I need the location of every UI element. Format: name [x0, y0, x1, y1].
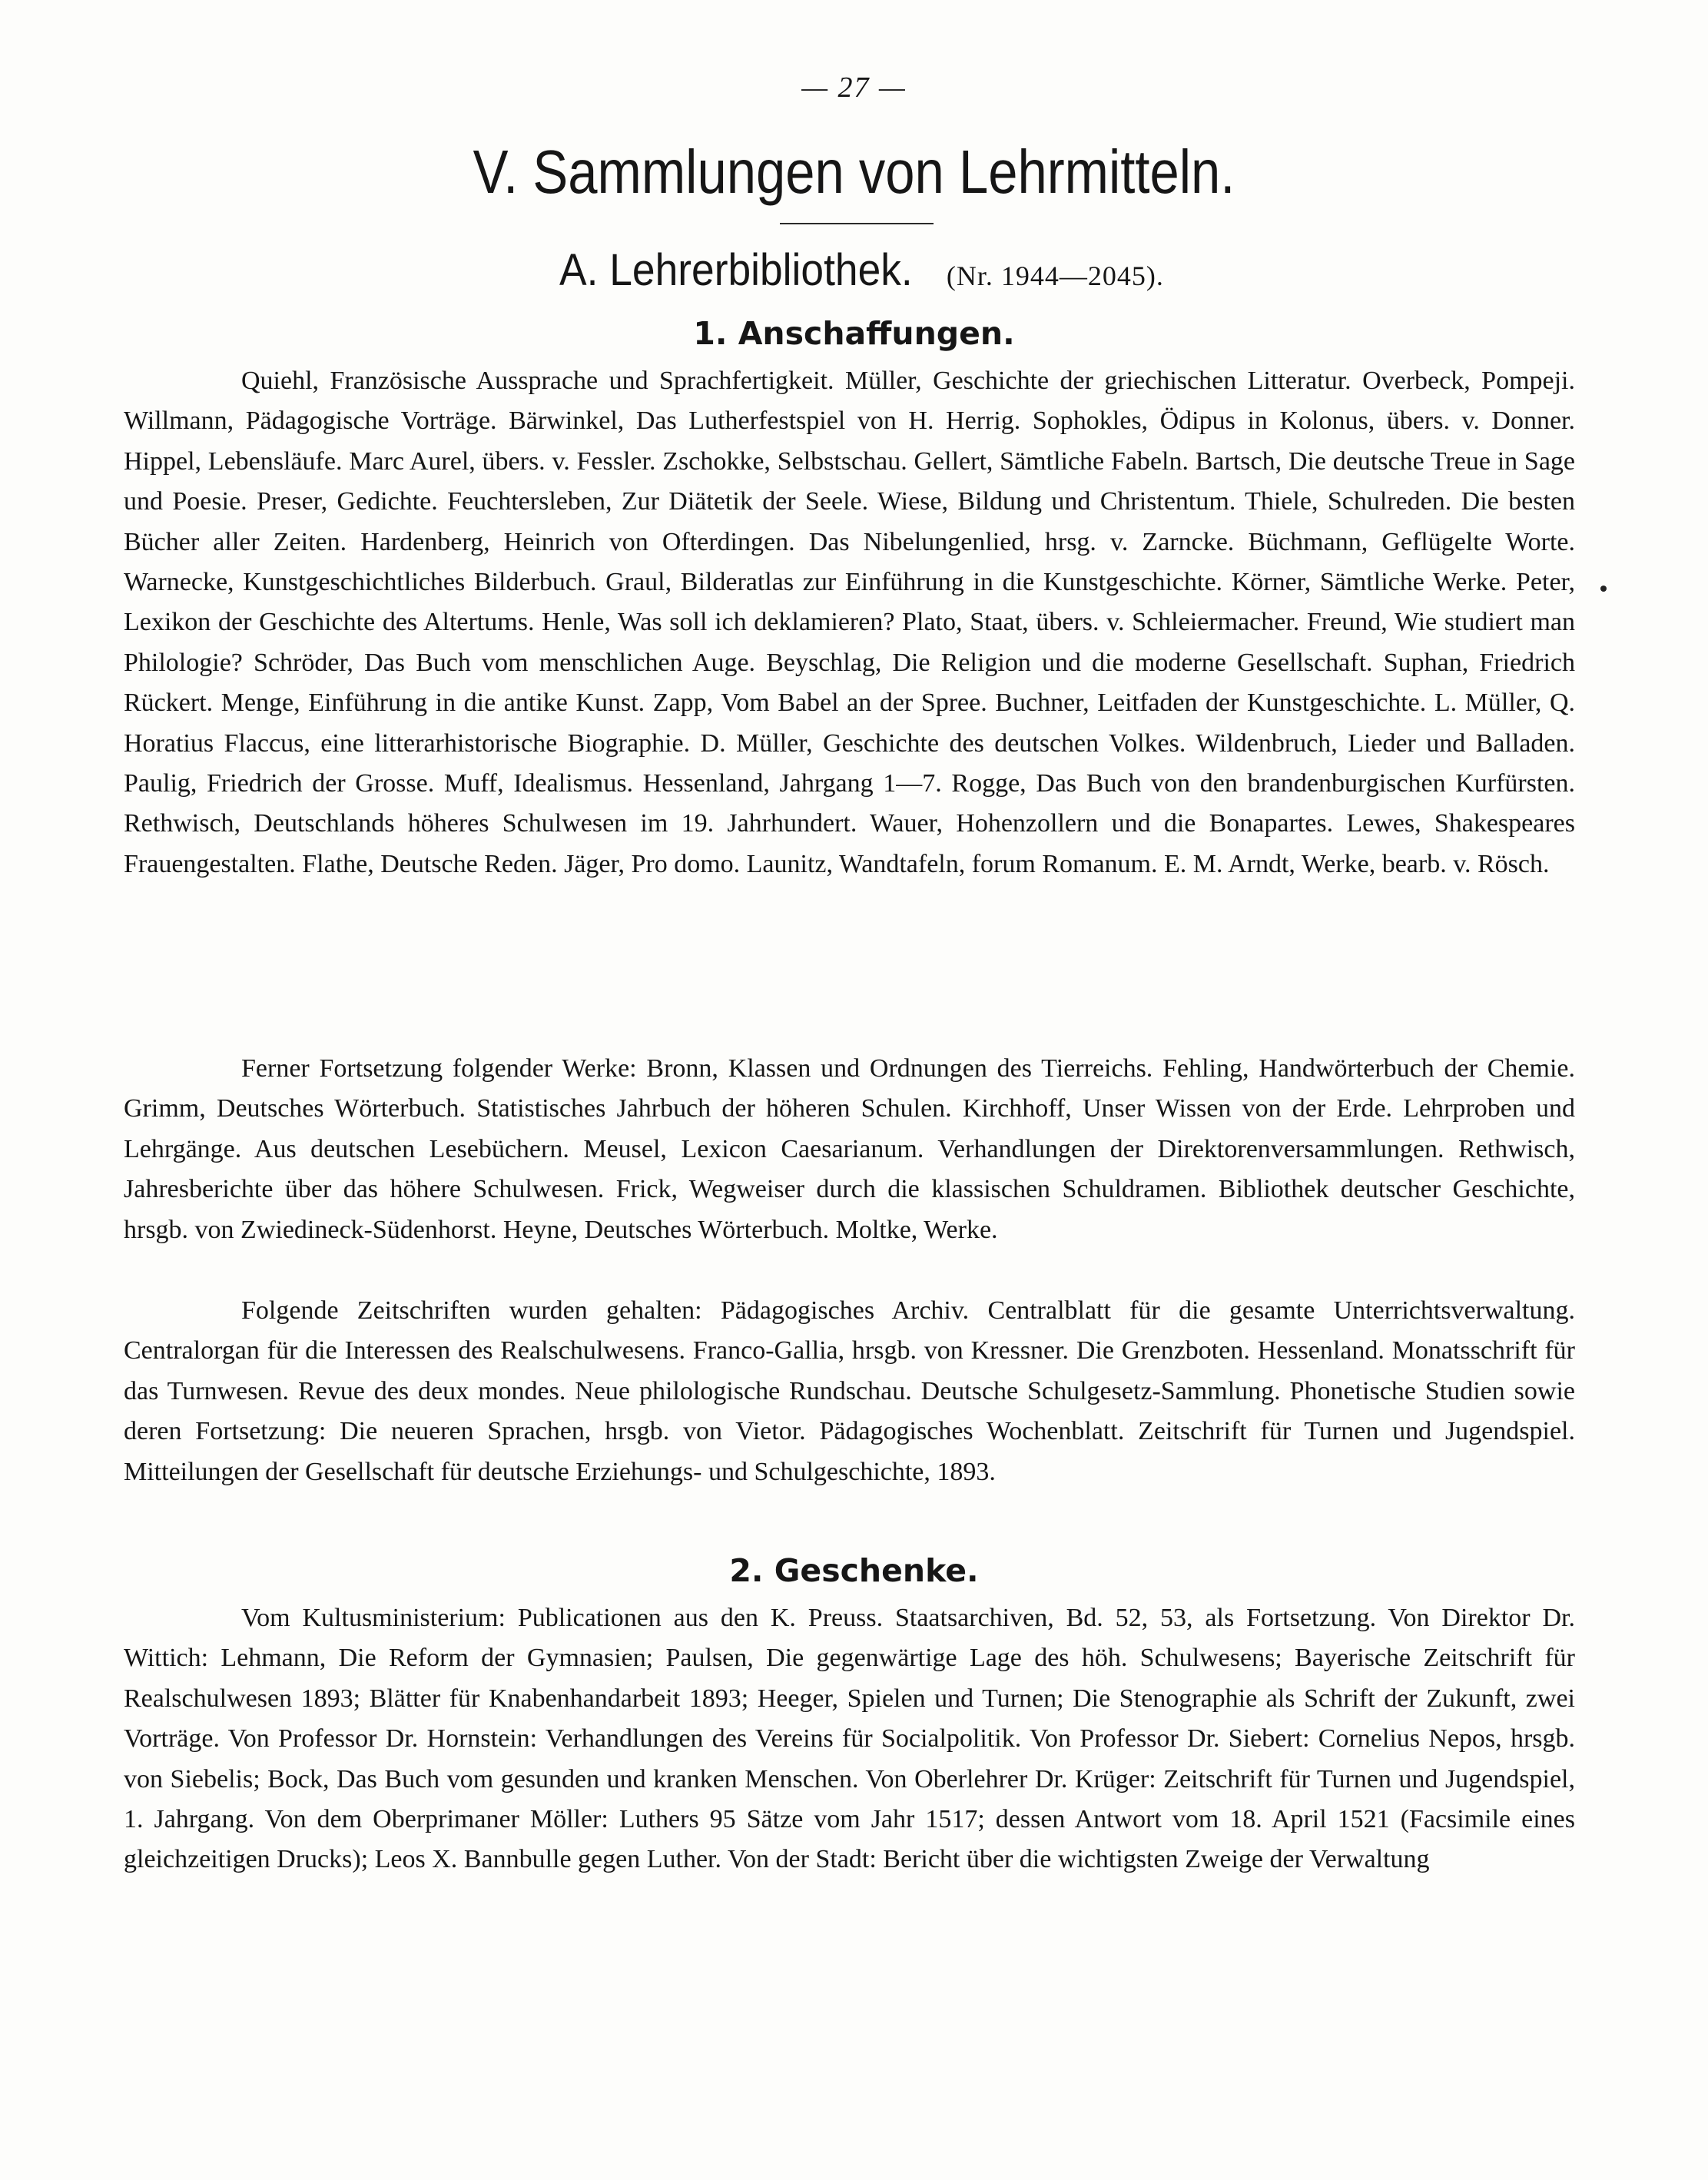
- section-heading: [0, 244, 1708, 296]
- section-number-range: (Nr. 1944—2045).: [946, 260, 1164, 291]
- paragraph-gifts: Vom Kultusministerium: Publicationen aus den K. Preuss. Staatsarchiven, Bd. 52, 53, als Fortsetzung. Von Direktor Dr. Wittich: Lehmann, Die Reform der Gymnasien; Paulsen, Die gegenwärtige Lage des höh. Schulwesens; Bayerische Zeitschrift für Realschulwesen 1893; Blätter für Knabenhandarbeit 1893; Heeger, Spielen und Turnen; Die Stenographie als Schrift der Zukunft, zwei Vorträge. Von Professor Dr. Hornstein: Verhandlungen des Vereins für Socialpolitik. Von Professor Dr. Siebert: Cornelius Nepos, hrsgb. von Siebelis; Bock, Das Buch vom gesunden und kranken Menschen. Von Oberlehrer Dr. Krüger: Zeitschrift für Turnen und Jugendspiel, 1. Jahrgang. Von dem Oberprimaner Möller: Luthers 95 Sätze vom Jahr 1517; dessen Antwort vom 18. April 1521 (Facsimile eines gleichzeitigen Drucks); Leos X. Bannbulle gegen Luther. Von der Stadt: Bericht über die wichtigsten Zweige der Verwaltung: [124, 1604, 1575, 1874]
- subsection-heading-acquisitions: 1. Anschaffungen.: [693, 315, 1015, 352]
- paragraph-acquisitions: Quiehl, Französische Aussprache und Sprachfertigkeit. Müller, Geschichte der griechischen Litteratur. Overbeck, Pompeji. Willmann, Pädagogische Vorträge. Bärwinkel, Das Lutherfestspiel von H. Herrig. Sophokles, Ödipus in Kolonus, übers. v. Donner. Hippel, Lebensläufe. Marc Aurel, übers. v. Fessler. Zschokke, Selbstschau. Gellert, Sämtliche Fabeln. Bartsch, Die deutsche Treue in Sage und Poesie. Preser, Gedichte. Feuchtersleben, Zur Diätetik der Seele. Wiese, Bildung und Christentum. Thiele, Schulreden. Die besten Bücher aller Zeiten. Hardenberg, Heinrich von Ofterdingen. Das Nibelungenlied, hrsg. v. Zarncke. Büchmann, Geflügelte Worte. Warnecke, Kunstgeschichtliches Bilderbuch. Graul, Bilderatlas zur Einführung in die Kunstgeschichte. Körner, Sämtliche Werke. Peter, Lexikon der Geschichte des Altertums. Henle, Was soll ich deklamieren? Plato, Staat, übers. v. Schleiermacher. Freund, Wie studiert man Philologie? Schröder, Das Buch vom menschlichen Auge. Beyschlag, Die Religion und die moderne Gesellschaft. Suphan, Friedrich Rückert. Menge, Einführung in die antike Kunst. Zapp, Vom Babel an der Spree. Buchner, Leitfaden der Kunstgeschichte. L. Müller, Q. Horatius Flaccus, eine litterarhistorische Biographie. D. Müller, Geschichte des deutschen Volkes. Wildenbruch, Lieder und Balladen. Paulig, Friedrich der Grosse. Muff, Idealismus. Hessenland, Jahrgang 1—7. Rogge, Das Buch von den brandenburgischen Kurfürsten. Rethwisch, Deutschlands höheres Schulwesen im 19. Jahrhundert. Wauer, Hohenzollern und die Bonapartes. Lewes, Shakespeares Frauengestalten. Flathe, Deutsche Reden. Jäger, Pro domo. Launitz, Wandtafeln, forum Romanum. E. M. Arndt, Werke, bearb. v. Rösch.: [124, 367, 1575, 878]
- margin-mark: [1600, 586, 1607, 592]
- paragraph-periodicals: Folgende Zeitschriften wurden gehalten: Pädagogisches Archiv. Centralblatt für die gesamte Unterrichtsverwaltung. Centralorgan für die Interessen des Realschulwesens. Franco-Gallia, hrsgb. von Kressner. Die Grenzboten. Hessenland. Monatsschrift für das Turnwesen. Revue des deux mondes. Neue philologische Rundschau. Deutsche Schulgesetz-Sammlung. Phonetische Studien sowie deren Fortsetzung: Die neueren Sprachen, hrsgb. von Vietor. Pädagogisches Wochenblatt. Zeitschrift für Turnen und Jugendspiel. Mitteilungen der Gesellschaft für deutsche Erziehungs- und Schulgeschichte, 1893.: [124, 1296, 1575, 1486]
- subsection-heading-gifts: 2. Geschenke.: [729, 1552, 979, 1589]
- title-rule: [780, 223, 934, 224]
- paragraph-continuations: Ferner Fortsetzung folgender Werke: Bronn, Klassen und Ordnungen des Tierreichs. Fehling, Handwörterbuch der Chemie. Grimm, Deutsches Wörterbuch. Statistisches Jahrbuch der höheren Schulen. Kirchhoff, Unser Wissen von der Erde. Lehrproben und Lehrgänge. Aus deutschen Lesebüchern. Meusel, Lexicon Caesarianum. Verhandlungen der Direktorenversammlungen. Rethwisch, Jahresberichte über das höhere Schulwesen. Frick, Wegweiser durch die klassischen Schuldramen. Bibliothek deutscher Geschichte, hrsgb. von Zwiedineck-Südenhorst. Heyne, Deutsches Wörterbuch. Moltke, Werke.: [124, 1054, 1575, 1244]
- chapter-title: V. Sammlungen von Lehrmitteln.: [473, 138, 1235, 206]
- section-title: A. Lehrerbibliothek.: [559, 245, 913, 295]
- page-number: — 27 —: [801, 71, 907, 104]
